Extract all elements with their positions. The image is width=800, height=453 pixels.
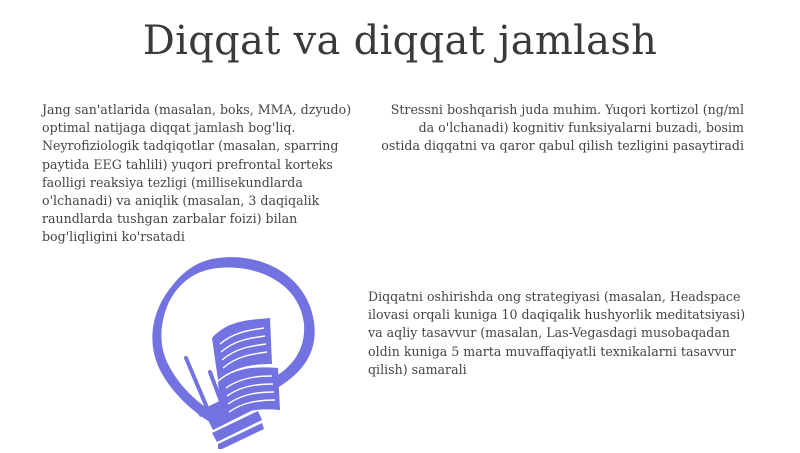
slide-title: Diqqat va diqqat jamlash (142, 18, 658, 64)
lightbulb-book-icon (100, 240, 340, 449)
paragraph-left: Jang san'atlarida (masalan, boks, MMA, dzyudo) optimal natijaga diqqat jamlash bog'liq. Neyrofiziologik tadqiqotlar (masalan, sparring paytida EEG tahlili) yuqori prefrontal korteks faolligi reaksiya tezligi (millisekundlarda o'lchanadi) va aniqlik (masalan, 3 daqiqalik raundlarda tushgan zarbalar foizi) bilan bog'liqligini ko'rsatadi (42, 102, 352, 245)
paragraph-bottom: Diqqatni oshirishda ong strategiyasi (masalan, Headspace ilovasi orqali kuniga 10 daqiqalik hushyorlik meditatsiyasi) va aqliy tasavvur (masalan, Las-Vegasdagi musobaqadan oldin kuniga 5 marta muvaffaqiyatli texnikalarni tasavvur qilish) samarali (368, 289, 746, 377)
paragraph-right: Stressni boshqarish juda muhim. Yuqori kortizol (ng/ml da o'lchanadi) kognitiv funksiyalarni buzadi, bosim ostida diqqatni va qaror qabul qilish tezligini pasaytiradi (381, 102, 744, 154)
